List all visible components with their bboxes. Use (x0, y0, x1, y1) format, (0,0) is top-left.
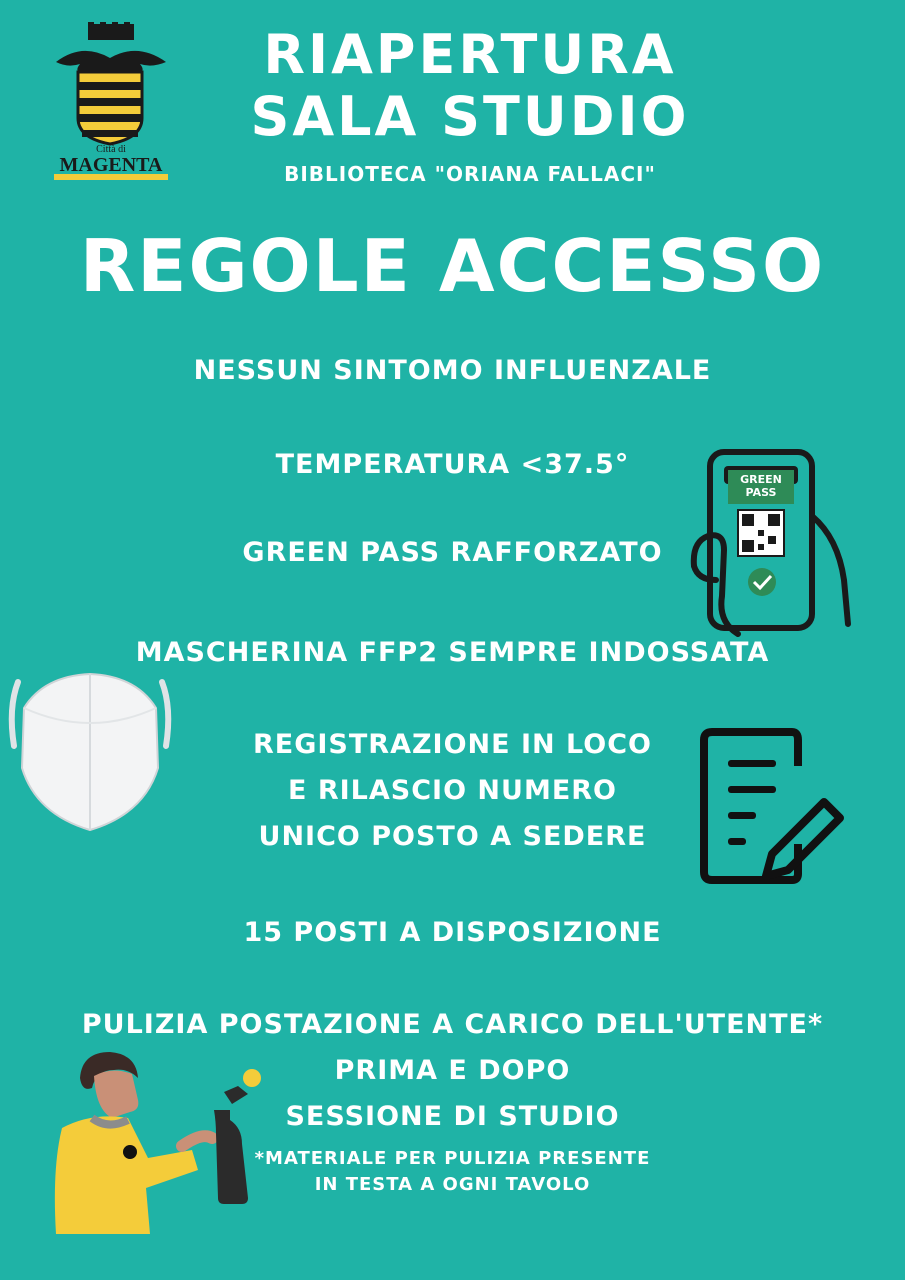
green-pass-phone-icon (688, 446, 858, 642)
rule-seats: 15 POSTI A DISPOSIZIONE (243, 917, 662, 948)
rule-registration-line2: E RILASCIO NUMERO (287, 775, 618, 806)
person-cleaning-icon (52, 1048, 264, 1234)
rule-cleaning-line3: SESSIONE DI STUDIO (285, 1101, 620, 1132)
page-title-line1: RIAPERTURA (263, 23, 677, 86)
rule-temperature: TEMPERATURA <37.5° (275, 449, 630, 480)
rule-cleaning-line1: PULIZIA POSTAZIONE A CARICO DELL'UTENTE* (81, 1009, 824, 1040)
rule-registration-line1: REGISTRAZIONE IN LOCO (252, 729, 652, 760)
green-pass-label-line1: GREEN (740, 473, 782, 486)
rule-cleaning-line2: PRIMA E DOPO (334, 1055, 571, 1086)
logo-city-prefix: Città di (96, 144, 126, 155)
rule-mask: MASCHERINA FFP2 SEMPRE INDOSSATA (135, 637, 770, 668)
rule-green-pass: GREEN PASS RAFFORZATO (242, 537, 663, 568)
page-title-line2: SALA STUDIO (250, 85, 690, 148)
footnote-line1: *MATERIALE PER PULIZIA PRESENTE (254, 1148, 651, 1169)
logo-city-name: MAGENTA (59, 154, 163, 176)
document-edit-icon (698, 726, 848, 884)
rule-registration-line3: UNICO POSTO A SEDERE (258, 821, 647, 852)
rule-no-symptoms: NESSUN SINTOMO INFLUENZALE (193, 355, 712, 386)
footnote-line2: IN TESTA A OGNI TAVOLO (314, 1174, 591, 1195)
ffp2-mask-icon (4, 668, 176, 834)
rules-heading: REGOLE ACCESSO (79, 224, 826, 308)
green-pass-label-line2: PASS (745, 486, 777, 499)
page-subtitle: BIBLIOTECA "ORIANA FALLACI" (284, 162, 656, 186)
